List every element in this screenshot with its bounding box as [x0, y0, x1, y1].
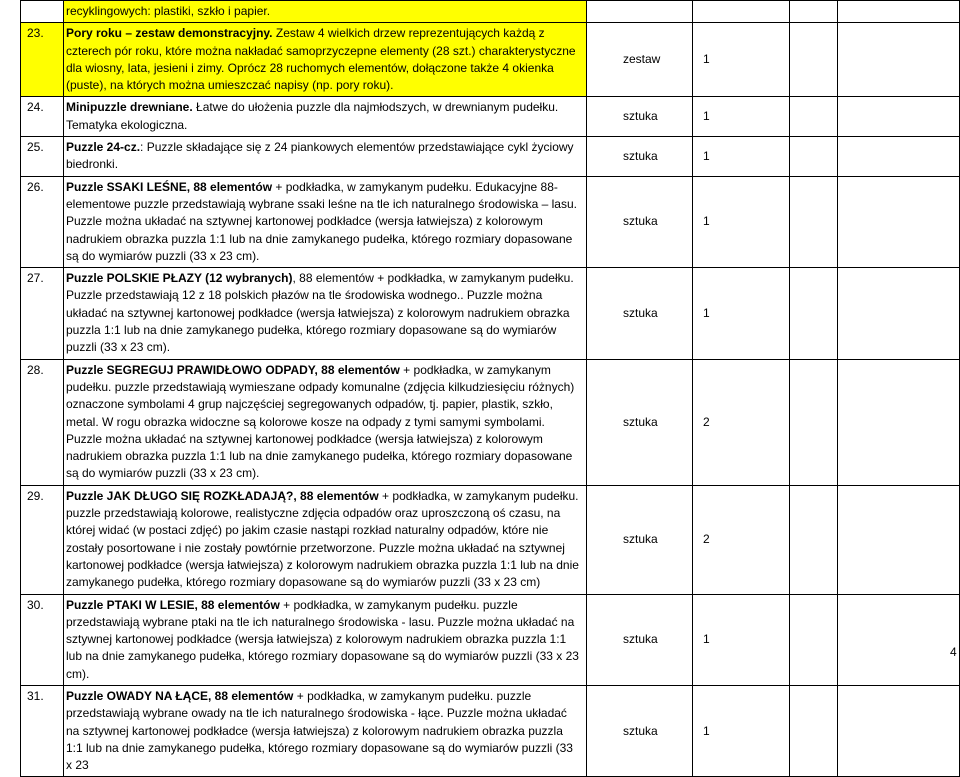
item-title: Puzzle POLSKIE PŁAZY (12 wybranych) [66, 271, 293, 286]
item-quantity: 1 [693, 97, 790, 137]
empty-cell [838, 685, 960, 776]
empty-cell [790, 359, 838, 485]
continuation-text: recyklingowych: plastiki, szkło i papier. [64, 1, 587, 23]
row-number: 27. [21, 268, 64, 359]
item-unit: sztuka [587, 137, 693, 177]
empty-cell [838, 1, 960, 23]
item-quantity: 2 [693, 359, 790, 485]
empty-cell [790, 176, 838, 267]
row-number: 28. [21, 359, 64, 485]
item-text: + podkładka, w zamykanym pudełku. puzzle przedstawiają wymieszane odpady komunalne (zdjęcia kilkudziesięciu różnych) oznaczone symbolami 4 grup najczęściej segregowanych odpadów, tj. papier, plastik, szkło, metal. W rogu obrazka widoczne są kolorowe kosze na odpady z tymi samymi symbolami. Puzzle można układać na sztywnej kartonowej podkładce (wersja łatwiejsza) z kolorowym nadrukiem obrazka puzzla 1:1 lub na dnie zamykanego pudełka, którego rozmiary dopasowane są do wymiarów puzzli (33 x 23 cm). [66, 362, 575, 481]
item-title: Minipuzzle drewniane. [66, 100, 193, 115]
empty-cell [790, 1, 838, 23]
empty-cell [790, 594, 838, 685]
empty-cell [790, 23, 838, 97]
empty-cell [838, 97, 960, 137]
item-quantity: 1 [693, 268, 790, 359]
table-row-continuation [21, 1, 960, 23]
unit-cell [587, 1, 693, 23]
row-number: 25. [21, 137, 64, 177]
item-description [64, 23, 587, 97]
row-number: 24. [21, 97, 64, 137]
item-unit: sztuka [587, 359, 693, 485]
table-row [21, 268, 960, 359]
item-quantity: 1 [693, 176, 790, 267]
table-row [21, 23, 960, 97]
item-quantity: 1 [693, 685, 790, 776]
empty-cell [790, 685, 838, 776]
empty-cell [838, 485, 960, 594]
table-row [21, 137, 960, 177]
item-text: + podkładka, w zamykanym pudełku. puzzle przedstawiają wybrane ptaki na tle ich naturalnego środowiska - lasu. Puzzle można układać na sztywnej kartonowej podkładce (wersja łatwiejsza) z kolorowym nadrukiem obrazka puzzla 1:1 lub na dnie zamykanego pudełka, którego rozmiary dopasowane są do wymiarów puzzli (33 x 23 cm). [66, 597, 579, 681]
empty-cell [790, 137, 838, 177]
empty-cell [838, 268, 960, 359]
item-description [64, 685, 587, 776]
table-row [21, 359, 960, 485]
row-number: 31. [21, 685, 64, 776]
item-title: Pory roku – zestaw demonstracyjny. [66, 26, 273, 41]
item-description [64, 137, 587, 177]
product-specification-table [20, 0, 960, 777]
table-row [21, 97, 960, 137]
item-unit: sztuka [587, 176, 693, 267]
row-number: 23. [21, 23, 64, 97]
item-text: + podkładka, w zamykanym pudełku. puzzle przedstawiają wybrane owady na tle ich naturalnego środowiska - łące. Puzzle można układać na sztywnej kartonowej podkładce (wersja łatwiejsza) z kolorowym nadrukiem obrazka puzzla 1:1 lub na dnie zamykanego pudełka, którego rozmiary dopasowane są do wymiarów puzzli (33 x 23 [66, 688, 573, 773]
item-text: , 88 elementów + podkładka, w zamykanym pudełku. Puzzle przedstawiają 12 z 18 polskich płazów na tle środowiska wodnego.. Puzzle można układać na sztywnej kartonowej podkładce (wersja łatwiejsza) z kolorowym nadrukiem obrazka puzzla 1:1 lub na dnie zamykanego pudełka, którego rozmiary dopasowane są do wymiarów puzzli (33 x 23 cm). [66, 271, 574, 355]
empty-cell [838, 137, 960, 177]
row-number-cell [21, 1, 64, 23]
item-title: Puzzle PTAKI W LESIE, 88 elementów [66, 597, 280, 612]
empty-cell [838, 359, 960, 485]
table-row [21, 176, 960, 267]
item-unit: sztuka [587, 268, 693, 359]
empty-cell [838, 176, 960, 267]
item-text: : Puzzle składające się z 24 piankowych elementów przedstawiające cykl życiowy biedronki. [66, 140, 574, 172]
row-number: 30. [21, 594, 64, 685]
empty-cell [790, 268, 838, 359]
item-description [64, 176, 587, 267]
item-unit: zestaw [587, 23, 693, 97]
item-quantity: 2 [693, 485, 790, 594]
item-title: Puzzle 24-cz. [66, 140, 141, 155]
item-title: Puzzle JAK DŁUGO SIĘ ROZKŁADAJĄ?, 88 elementów [66, 488, 379, 503]
item-unit: sztuka [587, 594, 693, 685]
item-unit: sztuka [587, 485, 693, 594]
empty-cell [838, 23, 960, 97]
row-number: 29. [21, 485, 64, 594]
item-title: Puzzle SEGREGUJ PRAWIDŁOWO ODPADY, 88 elementów [66, 362, 400, 377]
item-text: + podkładka, w zamykanym pudełku. puzzle przedstawiają kolorowe, realistyczne zdjęcia odpadów oraz uproszczoną oś czasu, na której widać (w postaci zdjęć) po jakim czasie nastąpi rozkład naturalny odpadów, które nie zostały posortowane i nie zostały powtórnie przetworzone. Puzzle można układać na sztywnej kartonowej podkładce (wersja łatwiejsza) z kolorowym nadrukiem obrazka puzzla 1:1 lub na dnie zamykanego pudełka, którego rozmiary dopasowane są do wymiarów puzzli (33 x 23 cm) [66, 488, 579, 590]
empty-cell [790, 97, 838, 137]
item-quantity: 1 [693, 137, 790, 177]
empty-cell [838, 594, 960, 685]
empty-cell [790, 485, 838, 594]
table-row [21, 485, 960, 594]
item-unit: sztuka [587, 685, 693, 776]
table-row [21, 685, 960, 776]
item-description [64, 485, 587, 594]
page-number: 4 [950, 645, 957, 659]
item-quantity: 1 [693, 23, 790, 97]
item-title: Puzzle OWADY NA ŁĄCE, 88 elementów [66, 688, 294, 703]
item-description [64, 359, 587, 485]
item-description [64, 594, 587, 685]
item-text: + podkładka, w zamykanym pudełku. Edukacyjne 88-elementowe puzzle przedstawiają wybrane ssaki leśne na tle ich naturalnego środowiska – lasu. Puzzle można układać na sztywnej kartonowej podkładce (wersja łatwiejsza) z kolorowym nadrukiem obrazka puzzla 1:1 lub na dnie zamykanego pudełka, którego rozmiary dopasowane są do wymiarów puzzli (33 x 23 cm). [66, 179, 577, 263]
item-description [64, 97, 587, 137]
item-text: Zestaw 4 wielkich drzew reprezentujących każdą z czterech pór roku, które można nakładać samoprzyczepne elementy (28 szt.) charakterystyczne dla wiosny, lata, jesieni i zimy. Oprócz 28 ruchomych elementów, dołączone także 4 okienka (puste), na których można umieszczać napisy (np. pory roku). [66, 26, 576, 93]
item-text: Łatwe do ułożenia puzzle dla najmłodszych, w drewnianym pudełku. Tematyka ekologiczna. [66, 100, 559, 132]
row-number: 26. [21, 176, 64, 267]
item-quantity: 1 [693, 594, 790, 685]
item-description [64, 268, 587, 359]
item-title: Puzzle SSAKI LEŚNE, 88 elementów [66, 179, 273, 194]
item-unit: sztuka [587, 97, 693, 137]
table-row [21, 594, 960, 685]
quantity-cell [693, 1, 790, 23]
